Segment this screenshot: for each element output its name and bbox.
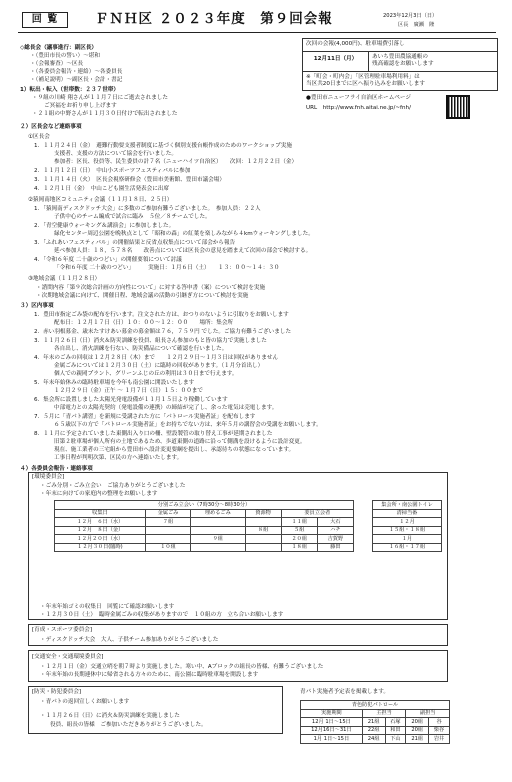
table-cell: １１組 — [281, 518, 317, 527]
website-url[interactable]: URL http://www.fnh.aitai.ne.jp/~fnh/ — [306, 105, 411, 111]
table-row — [55, 518, 354, 527]
text-line: ◇総長会（議事進行：副区長） — [20, 45, 98, 51]
table-cell: ８組 — [245, 526, 281, 535]
table-cell: １２月２０日（水） — [55, 535, 146, 544]
table-cell: ９組 — [191, 535, 245, 544]
table-cell: ２０組 — [281, 535, 317, 544]
text-line: 7．５月に「青パト講習」を新規に受講された方に「パトロール実施者証」を配布します — [34, 414, 256, 420]
text-line: 1）転出・転入（世帯数：２３７世帯） — [20, 87, 119, 93]
text-line: 4．１２月１日（金） 中山こども園生活発表会に出席 — [34, 186, 170, 192]
text-line: ・（会報審査）〜区長 — [30, 61, 84, 67]
text-line: ・年末年始ゴミの収集日 回覧にて確認お願いします — [40, 604, 175, 610]
text-line: 支援者、支援の方法について協会を行いました。 — [54, 151, 177, 157]
table-cell: １２月 — [373, 518, 442, 527]
text-line: 「令和６年度 二十歳のつどい」 実施日：１月６日（土） １３：００〜１４：３０ — [54, 265, 280, 271]
table-cell: 藤田 — [317, 543, 353, 552]
table-row — [373, 543, 442, 552]
garbage-col-header: 委員立会者 — [281, 509, 353, 518]
header-divider — [18, 32, 496, 33]
table-cell: １０組 — [145, 543, 190, 552]
text-line: ３）区内事項 — [20, 303, 54, 309]
table-cell — [245, 535, 281, 544]
patrol-col-header: 副担当 — [406, 709, 450, 718]
text-line: 1．豊田市指定ごみ袋の配布を行います。注文された方は、おつりのないように引取りをお願いします — [34, 312, 289, 318]
text-line: ４）各委員会報告・連絡事項 — [20, 466, 93, 472]
table-cell: 谷 — [429, 718, 450, 727]
toilet-table-title: 集会所・南公園トイレ — [373, 501, 442, 510]
text-line: 各自出し、消火訓練を行ない、防災備品について確認を行いました。 — [54, 346, 228, 352]
text-line: ・ディスクドッチ大会 大人、子供チーム参加ありがとうございました — [40, 637, 219, 643]
text-line: ・青パトの返回宣しくお願いします — [40, 699, 130, 705]
text-line: 中部電力との太陽光契約（発電設備の連携）の締結が完了し、余った電気は売電します。 — [54, 405, 278, 411]
text-line: ６５歳以下の方で「パトロール実施者証」をお持ちでない方は、来年５月の講習会の受講をお願いします。 — [54, 422, 322, 428]
environment-committee-label: [環境委員会] — [32, 474, 65, 480]
garbage-col-header: 金属ごみ — [145, 509, 190, 518]
text-line: ・（各委員会報告・連絡）〜各委員長 — [30, 69, 123, 75]
text-line: 6．集会所に設置しました太陽光発電設備が１１月１５日より稼働しています — [34, 397, 228, 403]
text-line: 配布日：１２月１７日（日）１０：００〜１２：００ 場所：集会所 — [54, 320, 234, 326]
table-row — [301, 735, 450, 744]
text-line: ・（補足説明）〜副区長・会計・書記 — [30, 77, 123, 83]
table-row — [55, 543, 354, 552]
table-cell: 1月 1日〜15日 — [301, 735, 363, 744]
table-cell: 石塚 — [385, 718, 406, 727]
text-line: ・次期地域会議に向けて、開催日程、地域会議の活動の引継ぎ方について検討を実施 — [36, 293, 249, 299]
text-line: ・ごみ分別・ごみ立会い ご協力ありがとうございました — [40, 483, 186, 489]
text-line: ・（豊田市長の誓い）〜堪和 — [30, 53, 100, 59]
table-cell: １８組 — [281, 543, 317, 552]
text-line: 4．「令和６年度 二十歳のつどい」の開催要領について討議 — [34, 257, 182, 263]
text-line: 8．１１月に予定されていました東側出入り口の柵、壁設製管の取り替え工事が延期されました — [34, 431, 273, 437]
payment-notice-box — [302, 38, 498, 91]
table-cell — [191, 518, 245, 527]
text-line: 延べ参加人員：１８，５７８名 改善点については区長会の意見を踏まえて次回の部会で検討する。 — [54, 248, 312, 254]
table-row — [301, 726, 450, 735]
text-line: ・諮問内容「第９次総合計画の方向性について」に対する答申書（案）について検討を実施 — [36, 285, 266, 291]
table-cell: ５組 — [281, 526, 317, 535]
table-cell: １５組・１８組 — [373, 526, 442, 535]
text-line: 現在、施工業者の三宅組から豊田市へ設計変更要綱を提出し、承認待ちの状態になっています。 — [54, 447, 295, 453]
garbage-col-header: 資源物 — [245, 509, 281, 518]
table-row — [301, 718, 450, 727]
table-cell: １２月 ８日（金） — [55, 526, 146, 535]
text-line: ③地域会議（１１月２８日） — [28, 276, 101, 282]
text-line: 金属ごみについては１２月３０日（土）に臨時の回収があります。（１月分首出し） — [54, 363, 264, 369]
table-cell: １２月３０日(臨時) — [55, 543, 146, 552]
patrol-note: 青パト実施者予定表を掲載します。 — [300, 689, 389, 695]
text-line: 旧第２駐車場が個人所有の土地であるため、歩道東側の道路に沿って側溝を設けるように設計変更。 — [54, 439, 306, 445]
table-row — [55, 535, 354, 544]
text-line: 役員、組長の皆様 ご参加いただきありがとうございました。 — [50, 722, 207, 728]
text-line: 3．「ふれあいフェスティバル」の開催結果と反省点収集点について部会から報告 — [34, 240, 236, 246]
circulation-tag: 回 覧 — [22, 12, 68, 28]
district-head: 区長 廣瀬 隆 — [398, 22, 435, 28]
table-cell — [191, 526, 245, 535]
text-line: 4．年末のごみの回収は１２月２８日（木）まで １２月２９日〜１月３日は回収がありません — [34, 355, 279, 361]
toilet-cleaning-table — [372, 500, 442, 552]
patrol-col-header: 実施期間 — [301, 709, 363, 718]
notice-note-2: 当区共20日までに区へ振り込みをお願いします — [306, 80, 425, 87]
table-cell: １２月 ６日（水） — [55, 518, 146, 527]
text-line: 2．「青空健康ウォーキング＆講演会」に参加しました。 — [34, 223, 175, 229]
notice-line-1: 次回の会報(4,000円)、駐車場費引落し — [306, 41, 405, 47]
text-line: ・１２月３０日（土） 臨時金属ごみの収集がありますので １０組の方 立ち合いお願いします — [40, 612, 284, 618]
disaster-committee-label: [防災・防犯委員会] — [32, 689, 82, 695]
table-cell: 吉賀野 — [317, 535, 353, 544]
table-cell: 岩井 — [429, 735, 450, 744]
table-cell — [245, 518, 281, 527]
garbage-col-header: 埋めるごみ — [191, 509, 245, 518]
table-cell: 12月16日〜31日 — [301, 726, 363, 735]
table-cell: 12月 1日〜15日 — [301, 718, 363, 727]
text-line: 緑化センター周辺公園を晩秋点として「昭和の森」の紅葉を楽しみながら４kmウォーキングしました。 — [54, 231, 314, 237]
table-cell — [145, 526, 190, 535]
text-line: 1．「猿岡南ディスクドッチ大会」に多数のご参加有難うございました。 参加人員：２２人 — [34, 206, 261, 212]
table-cell: 20組 — [406, 718, 429, 727]
table-cell: １月 — [373, 535, 442, 544]
table-cell: 下山 — [385, 735, 406, 744]
text-line: ２）区長会など連絡事項 — [20, 124, 82, 130]
patrol-col-header: 主担当 — [362, 709, 406, 718]
sports-committee-label: [育成・スポーツ委員会] — [32, 627, 93, 633]
text-line: ・１１月２６日（日）に消火＆防災訓練を実施しました — [40, 713, 180, 719]
table-cell — [191, 543, 245, 552]
notice-instruction: あいち豊田農協通帳の 残高確認をお願いします — [372, 54, 434, 67]
text-line: ・１２月１日（金）交通立哨を朝７時より実施しました。寒い中、Aブロックの組長の皆様、有難うございました — [40, 664, 324, 670]
text-line: ・年末年始の長期連休中に帰省される方々のために、南公園に臨時駐車場を開設します — [40, 672, 259, 678]
table-cell: 21組 — [362, 718, 385, 727]
text-line: ・年末に向けての家庭内の整理をお願いします — [40, 491, 158, 497]
table-cell: ７組 — [145, 518, 190, 527]
table-row — [55, 526, 354, 535]
table-cell — [245, 543, 281, 552]
garbage-schedule-table — [54, 500, 354, 552]
table-row — [373, 526, 442, 535]
table-row — [373, 518, 442, 527]
text-line: 3．１１月１４日（火） 区長会視察研修会（豊田市美術館、豊田市議会場） — [34, 177, 225, 183]
table-cell: 柴谷 — [429, 726, 450, 735]
table-cell: 大石 — [317, 518, 353, 527]
text-line: 子供中心のチーム編成で試合に臨み ５位／８チームでした。 — [54, 214, 211, 220]
text-line: ①区長会 — [28, 134, 50, 140]
page-title: ＦＮＨ区 ２０２３年度 第９回会報 — [95, 11, 333, 27]
table-row — [373, 535, 442, 544]
text-line: 参加者：区長、役員等、民生委員の計７名（ニューハイツ自治区） 次回：１２月２２日（金） — [54, 159, 298, 165]
traffic-committee-label: [交通安全・交通環境委員会] — [32, 654, 104, 660]
text-line: 5．年末年始休みの臨時駐車場を今年も南公園に開設いたします — [34, 380, 195, 386]
garbage-table-caption: 分別ごみ立会い（7時30分〜8時30分） — [55, 501, 354, 510]
garbage-col-header: 収集日 — [55, 509, 146, 518]
qr-code-icon — [446, 95, 470, 119]
notice-date: 12月11日（月） — [303, 52, 369, 71]
text-line: 工事日程が判明次第、区民の方へ連絡いたします。 — [54, 455, 183, 461]
toilet-table-subtitle: 清掃当番 — [373, 509, 442, 518]
text-line: 1．１１月２４日（金） 避難行動要支援者制度に基づく個別支援台帳作成のためのワークショップ実施 — [34, 143, 292, 149]
table-cell: 和田 — [385, 726, 406, 735]
text-line: 2．赤い羽根募金、歳末たすけあい募金の募金額は７６，７５９円 でした。ご協力有難うございました — [34, 329, 292, 335]
issue-date: 2023年12月3日（日） — [383, 13, 438, 19]
table-cell: 24組 — [362, 735, 385, 744]
patrol-schedule-table — [300, 700, 450, 744]
patrol-table-title: 青色防犯パトロール — [301, 701, 450, 710]
notice-note-1: ※「町会・町内会」「区管理駐車場利用料」は — [306, 74, 420, 80]
text-line: ・２１組の中野さんが１１月３０日付けで転出されました — [32, 111, 178, 117]
table-cell: 21組 — [406, 735, 429, 744]
text-line: 2．１１月１２日（日） 中山小スポーツフェスティバルに参加 — [34, 168, 191, 174]
text-line: 3．１１月２６日（日）消火＆防災訓練を役員、組長さん参加のもと皆の協力で実施しました — [34, 338, 267, 344]
table-cell: 22組 — [362, 726, 385, 735]
table-cell: １６組・１７組 — [373, 543, 442, 552]
website-label: ●豊田市ニューフライ自治区ホームページ — [306, 95, 412, 101]
table-cell — [145, 535, 190, 544]
table-cell: ハチ — [317, 526, 353, 535]
text-line: １２月２９日（金）正午 〜 １月７日（日）１５：００まで — [54, 388, 203, 394]
text-line: ・９組の川崎 翔さんが１１月７日にご逝去されました — [32, 95, 169, 101]
table-cell: 20組 — [406, 726, 429, 735]
text-line: 個人での親岡プラント、グリーンふじの丘の利用は３０日まで行えます。 — [54, 371, 238, 377]
text-line: ご冥福をお祈り申し上げます — [44, 103, 117, 109]
text-line: ②猿岡南地区コミュニティ会議（１１月１８日、２５日） — [28, 197, 173, 203]
